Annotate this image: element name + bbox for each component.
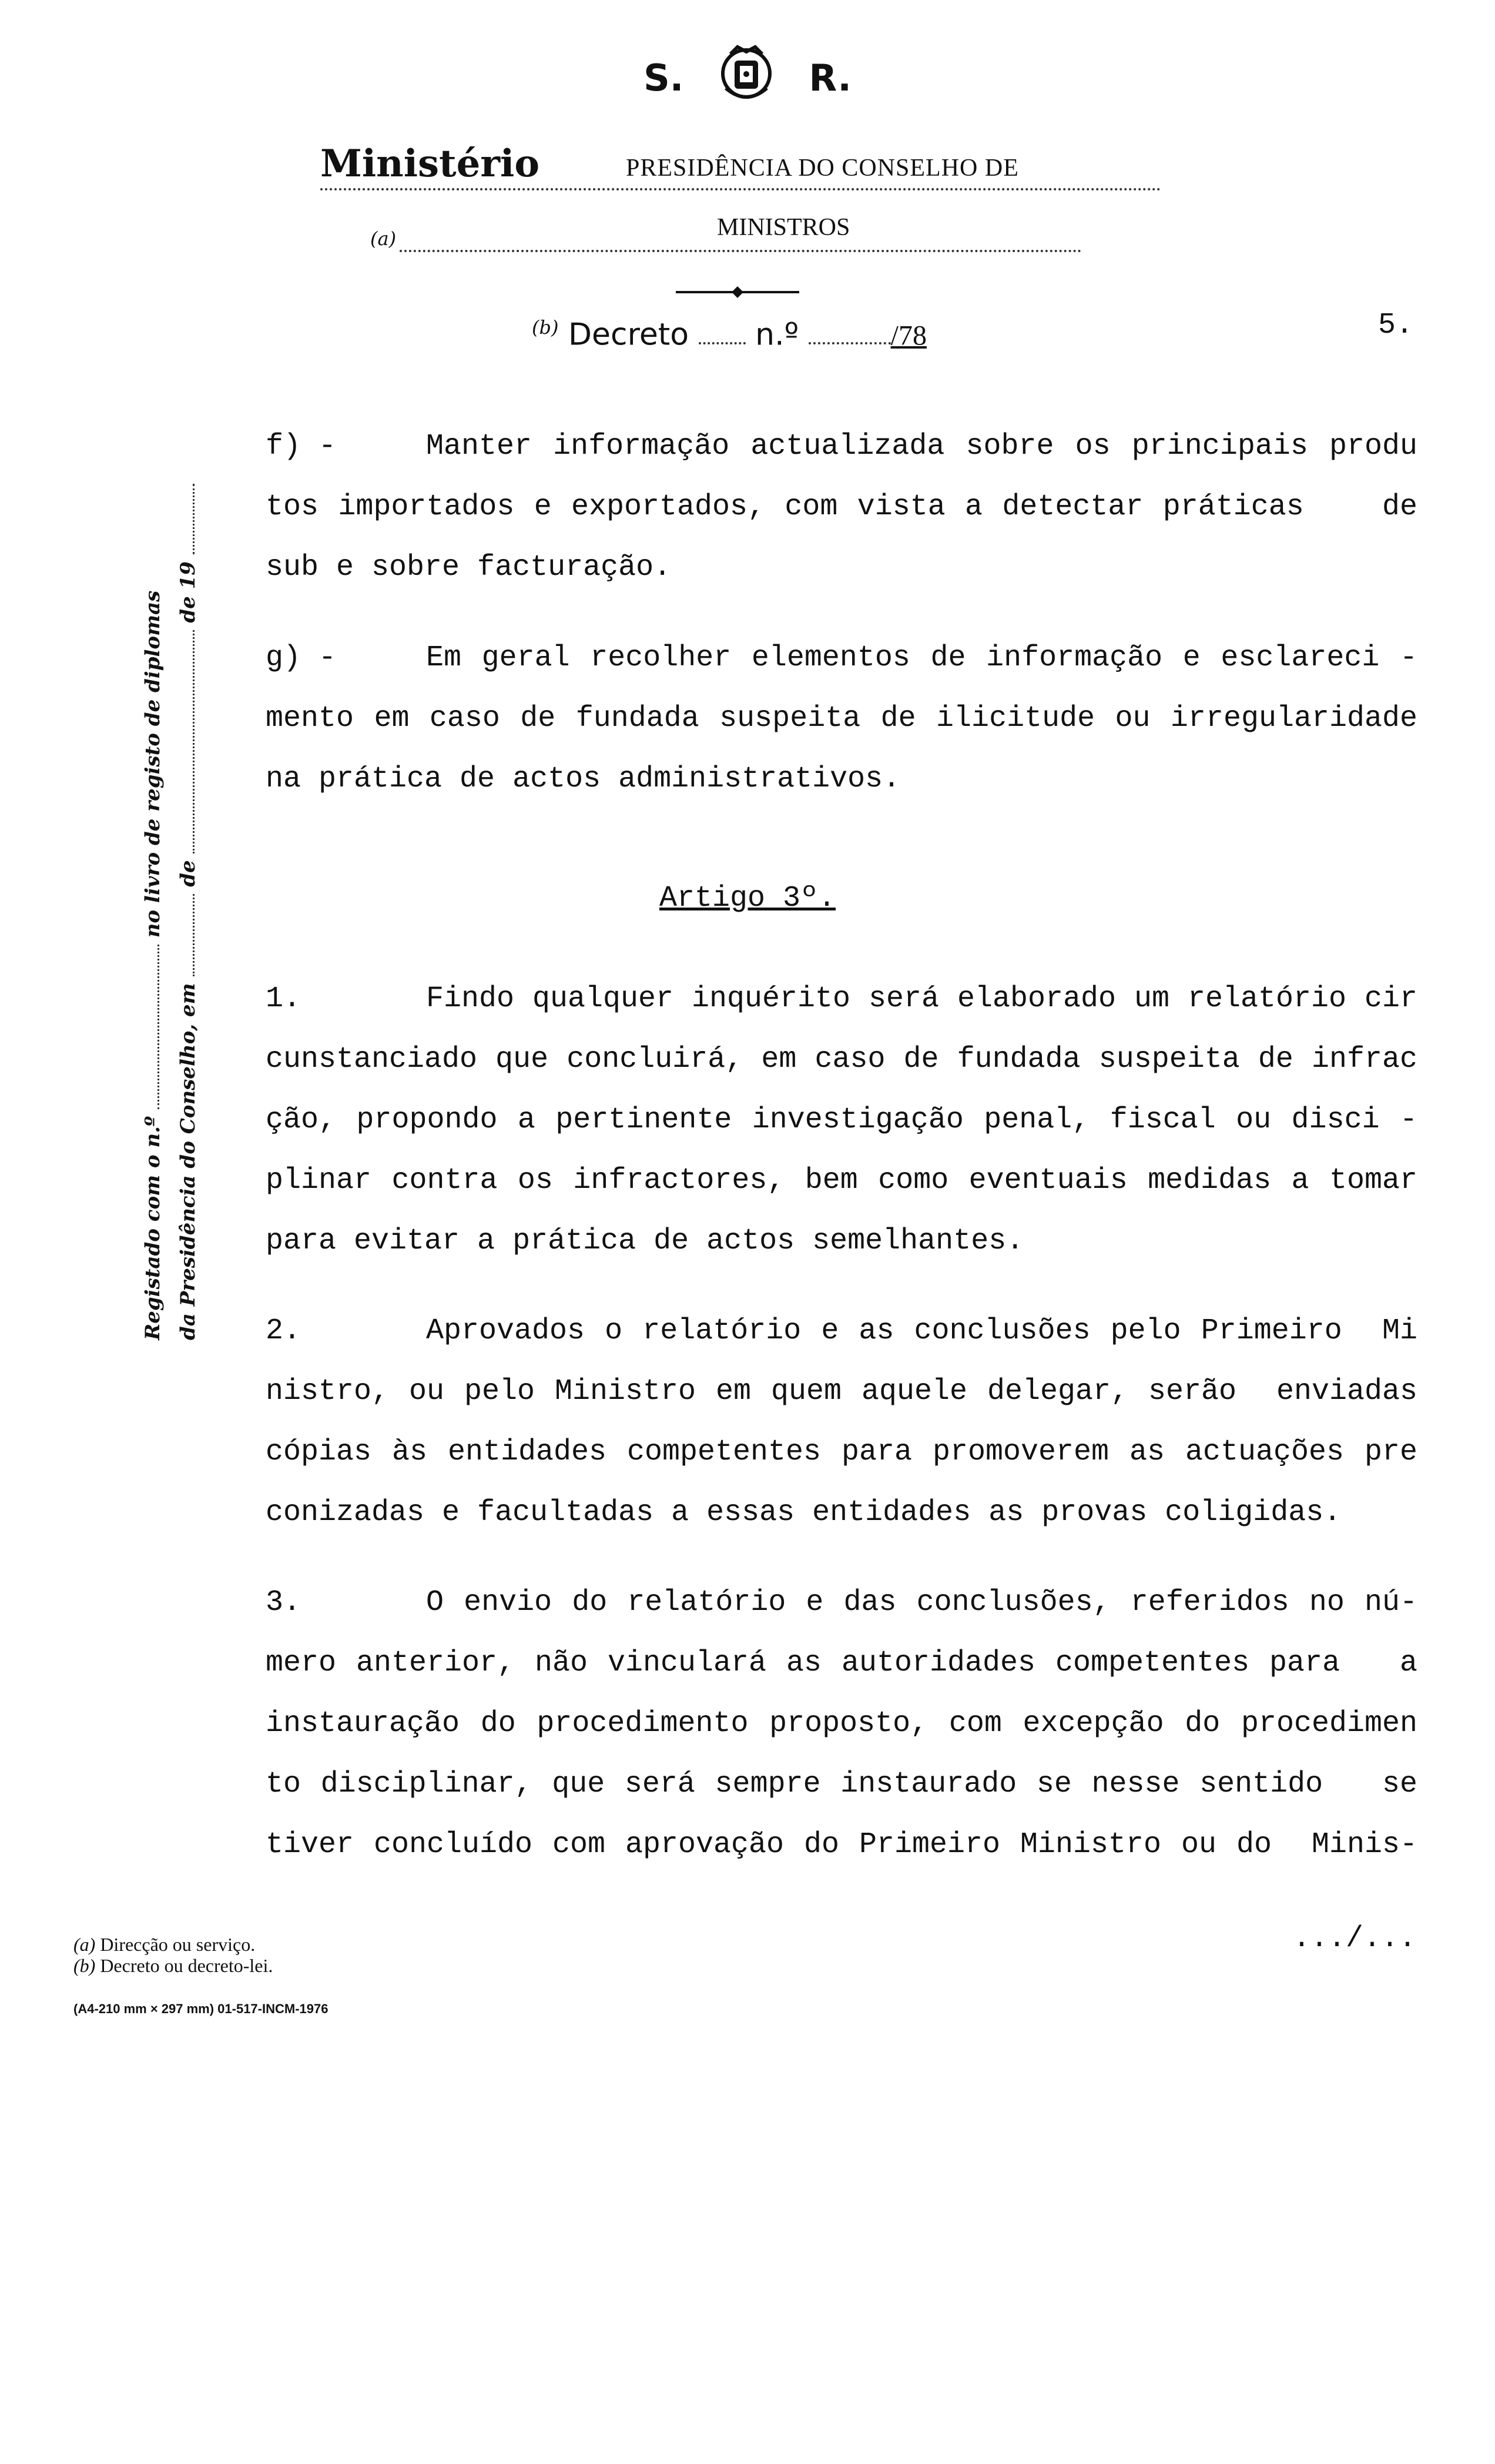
decree-line: [532, 316, 927, 352]
item-g-line: mento em caso de fundada suspeita de ilicitude ou irregularidade: [266, 702, 1417, 735]
registration-presidency-text: da Presidência do Conselho, em: [176, 983, 200, 1340]
state-header: [0, 41, 1495, 115]
paragraph-2-line: Aprovados o relatório e as conclusões pelo Primeiro Mi: [426, 1314, 1417, 1348]
paragraph-3-line: O envio do relatório e das conclusões, referidos no nú-: [426, 1586, 1417, 1619]
registration-number-blank: [141, 945, 159, 1109]
decree-no-label: n.º: [755, 317, 799, 353]
registration-of-text: de: [176, 860, 200, 887]
ornament-divider: [676, 285, 799, 299]
paragraph-2-line: cópias às entidades competentes para promoverem as actuações pre: [266, 1435, 1417, 1469]
paragraph-2-label: 2.: [266, 1314, 301, 1348]
footnote-a-text: Direcção ou serviço.: [100, 1934, 256, 1955]
paragraph-3-label: 3.: [266, 1586, 301, 1619]
registration-year-blank: [176, 484, 195, 554]
decree-type-blank: [699, 319, 746, 344]
footnote-a: [73, 1934, 273, 1955]
item-f-line: tos importados e exportados, com vista a detectar práticas de: [266, 490, 1417, 524]
paragraph-1-line: Findo qualquer inquérito será elaborado um relatório cir: [426, 982, 1417, 1016]
paragraph-1-line: plinar contra os infractores, bem como eventuais medidas a tomar: [266, 1164, 1417, 1197]
footnote-b: [73, 1955, 273, 1976]
header-left-letter: S.: [643, 56, 684, 99]
decree-number: /78: [890, 320, 927, 351]
item-f-line: Manter informação actualizada sobre os principais produ: [426, 430, 1417, 463]
item-f-label: f) -: [266, 430, 337, 463]
ministry-field: [320, 135, 1161, 190]
paragraph-3-line: instauração do procedimento proposto, com excepção do procedimen: [266, 1707, 1417, 1740]
paragraph-3-line: tiver concluído com aprovação do Primeiro Ministro ou do Minis-: [266, 1828, 1417, 1862]
coat-of-arms-icon: [714, 41, 779, 115]
paragraph-1-line: para evitar a prática de actos semelhantes.: [266, 1224, 1024, 1258]
form-code: (A4-210 mm × 297 mm) 01-517-INCM-1976: [73, 2001, 329, 2016]
footnote-b-text: Decreto ou decreto-lei.: [100, 1955, 273, 1976]
paragraph-2-line: conizadas e facultadas a essas entidades as provas coligidas.: [266, 1496, 1342, 1529]
item-f-line: sub e sobre facturação.: [266, 551, 672, 584]
service-value: MINISTROS: [717, 214, 850, 241]
registration-year-text: de 19: [176, 561, 200, 623]
paragraph-1-line: cunstanciado que concluirá, em caso de fundada suspeita de infrac: [266, 1043, 1417, 1076]
continued-marker: .../...: [1293, 1922, 1417, 1956]
registration-text: Registado com o n.º: [141, 1116, 165, 1340]
decree-label: Decreto: [568, 317, 689, 353]
registration-sidebar: [135, 505, 206, 1340]
paragraph-1-line: ção, propondo a pertinente investigação penal, fiscal ou disci -: [266, 1103, 1417, 1137]
ministry-label: Ministério: [320, 142, 540, 186]
item-g-label: g) -: [266, 641, 337, 675]
registration-month-blank: [176, 630, 195, 853]
article-heading: Artigo 3º.: [659, 882, 836, 915]
footnote-a-marker: (a): [73, 1934, 96, 1955]
header-right-letter: R.: [809, 56, 852, 99]
item-g-line: na prática de actos administrativos.: [266, 762, 901, 796]
service-marker: (a): [370, 227, 397, 250]
item-g-line: Em geral recolher elementos de informação e esclareci -: [426, 641, 1417, 675]
footnotes: [73, 1934, 273, 1976]
service-field: [370, 203, 1081, 252]
registration-line-1: [135, 505, 170, 1340]
paragraph-3-line: mero anterior, não vinculará as autoridades competentes para a: [266, 1646, 1417, 1680]
registration-line-2: [170, 505, 206, 1340]
registration-book-text: no livro de registo de diplomas: [141, 590, 165, 938]
footnote-b-marker: (b): [73, 1955, 96, 1976]
ministry-value: PRESIDÊNCIA DO CONSELHO DE: [626, 155, 1019, 182]
paragraph-2-line: nistro, ou pelo Ministro em quem aquele delegar, serão enviadas: [266, 1375, 1417, 1408]
page-number: 5.: [1378, 309, 1414, 342]
decree-marker: (b): [532, 316, 559, 339]
paragraph-1-label: 1.: [266, 982, 301, 1016]
paragraph-3-line: to disciplinar, que será sempre instaurado se nesse sentido se: [266, 1767, 1417, 1801]
decree-number-blank: [809, 319, 891, 344]
